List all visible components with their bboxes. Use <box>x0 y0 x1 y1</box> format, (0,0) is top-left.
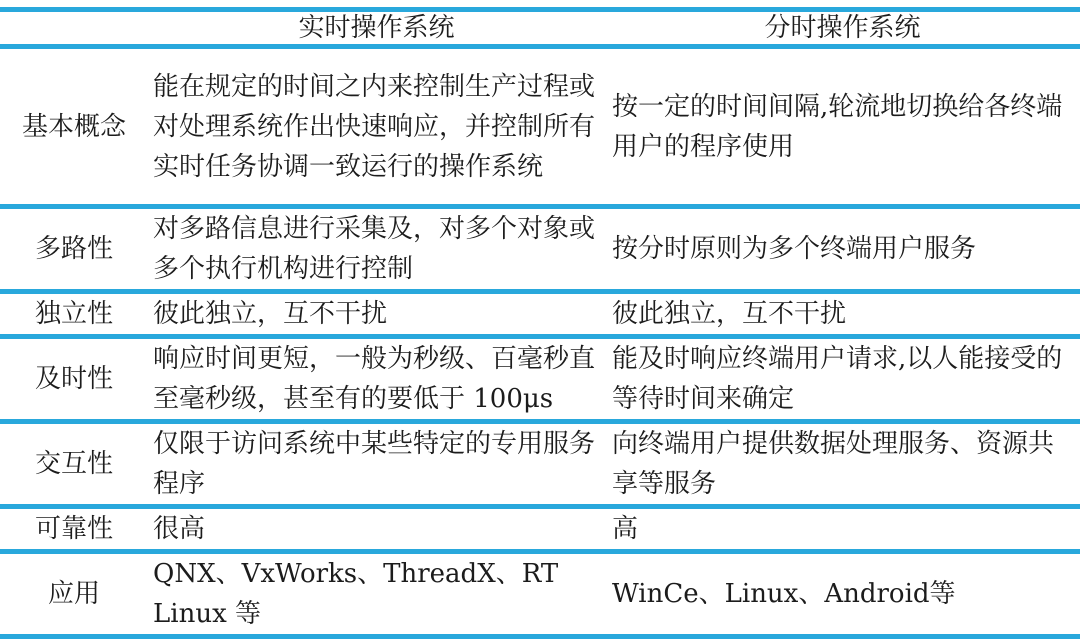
cell-timesharing: 向终端用户提供数据处理服务、资源共享等服务 <box>612 429 1055 499</box>
table-row <box>0 422 1080 507</box>
row-label: 基本概念 <box>21 111 126 142</box>
row-label: 交互性 <box>34 449 113 479</box>
cell-realtime: 彼此独立，互不干扰 <box>153 299 388 329</box>
row-label: 及时性 <box>34 364 113 394</box>
table-row <box>0 337 1080 422</box>
row-label: 多路性 <box>34 234 113 264</box>
row-label: 应用 <box>47 579 100 609</box>
cell-timesharing: 按分时原则为多个终端用户服务 <box>612 234 977 264</box>
cell-realtime: 对多路信息进行采集及，对多个对象或多个执行机构进行控制 <box>153 214 596 284</box>
cell-realtime: 很高 <box>153 514 206 544</box>
os-comparison-table <box>0 7 1080 639</box>
row-label: 独立性 <box>34 299 113 329</box>
table-row <box>0 47 1080 207</box>
cell-timesharing: WinCe、Linux、Android等 <box>612 579 956 609</box>
column-header-realtime-os: 实时操作系统 <box>298 13 455 43</box>
table-row <box>0 552 1080 637</box>
cell-timesharing: 高 <box>612 514 639 544</box>
table-row <box>0 507 1080 552</box>
cell-timesharing: 能及时响应终端用户请求,以人能接受的等待时间来确定 <box>612 344 1063 414</box>
header-row <box>0 10 1080 47</box>
table-row <box>0 292 1080 337</box>
cell-realtime: 能在规定的时间之内来控制生产过程或对处理系统作出快速响应，并控制所有实时任务协调一致运行的操作系统 <box>153 71 596 182</box>
table-row <box>0 207 1080 292</box>
cell-realtime: 响应时间更短，一般为秒级、百毫秒直至毫秒级，甚至有的要低于 100μs <box>153 344 596 414</box>
row-label: 可靠性 <box>34 514 113 544</box>
cell-timesharing: 按一定的时间间隔,轮流地切换给各终端用户的程序使用 <box>612 91 1063 162</box>
cell-realtime: QNX、VxWorks、ThreadX、RT Linux 等 <box>153 559 559 629</box>
cell-realtime: 仅限于访问系统中某些特定的专用服务程序 <box>153 429 596 499</box>
column-header-timesharing-os: 分时操作系统 <box>764 13 921 43</box>
cell-timesharing: 彼此独立，互不干扰 <box>612 299 847 329</box>
column-header-corner <box>0 10 148 47</box>
